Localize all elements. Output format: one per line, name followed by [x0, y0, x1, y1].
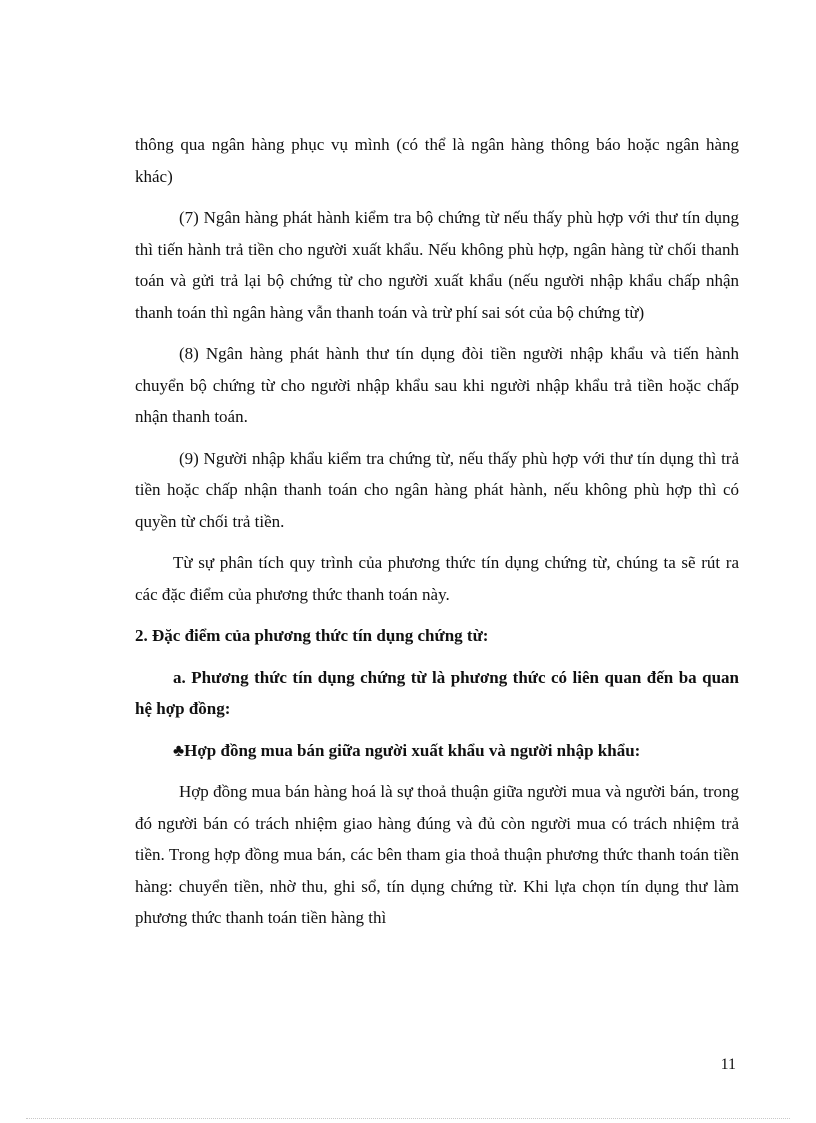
page-bottom-divider: [26, 1118, 790, 1119]
paragraph-step-9: (9) Người nhập khẩu kiểm tra chứng từ, nếu thấy phù hợp với thư tín dụng thì trả tiền hoặc chấp nhận thanh toán cho ngân hàng phát hành, nếu không phù hợp thì có quyền từ chối trả tiền.: [135, 448, 739, 531]
page-body: [135, 129, 739, 944]
section-heading: 2. Đặc điểm của phương thức tín dụng chứng từ:: [135, 626, 489, 645]
page-number: 11: [720, 1056, 736, 1073]
bullet-heading: [135, 735, 739, 767]
paragraph-summary: Từ sự phân tích quy trình của phương thức tín dụng chứng từ, chúng ta sẽ rút ra các đặc điểm của phương thức thanh toán này.: [135, 553, 739, 604]
club-bullet-icon: ♣: [173, 740, 185, 760]
paragraph-contract: Hợp đồng mua bán hàng hoá là sự thoả thuận giữa người mua và người bán, trong đó người bán có trách nhiệm giao hàng đúng và đủ còn người mua có trách nhiệm trả tiền. Trong hợp đồng mua bán, các bên tham gia thoả thuận phương thức thanh toán tiền hàng: chuyển tiền, nhờ thu, ghi sổ, tín dụng chứng từ. Khi lựa chọn tín dụng thư làm phương thức thanh toán tiền hàng thì: [135, 782, 739, 927]
paragraph-step-8: (8) Ngân hàng phát hành thư tín dụng đòi tiền người nhập khẩu và tiến hành chuyển bộ chứng từ cho người nhập khẩu sau khi người nhập khẩu trả tiền hoặc chấp nhận thanh toán.: [135, 344, 739, 426]
subsection-heading: a. Phương thức tín dụng chứng từ là phương thức có liên quan đến ba quan hệ hợp đồng:: [135, 667, 739, 718]
paragraph-step-7: (7) Ngân hàng phát hành kiểm tra bộ chứng từ nếu thấy phù hợp với thư tín dụng thì tiến hành trả tiền cho người xuất khẩu. Nếu không phù hợp, ngân hàng từ chối thanh toán và gửi trả lại bộ chứng từ cho người xuất khẩu (nếu người nhập khẩu chấp nhận thanh toán thì ngân hàng vẫn thanh toán và trừ phí sai sót của bộ chứng từ): [135, 208, 739, 322]
bullet-heading-text: Hợp đồng mua bán giữa người xuất khẩu và người nhập khẩu:: [184, 740, 641, 760]
paragraph-continuation: thông qua ngân hàng phục vụ mình (có thể là ngân hàng thông báo hoặc ngân hàng khác): [135, 135, 739, 186]
